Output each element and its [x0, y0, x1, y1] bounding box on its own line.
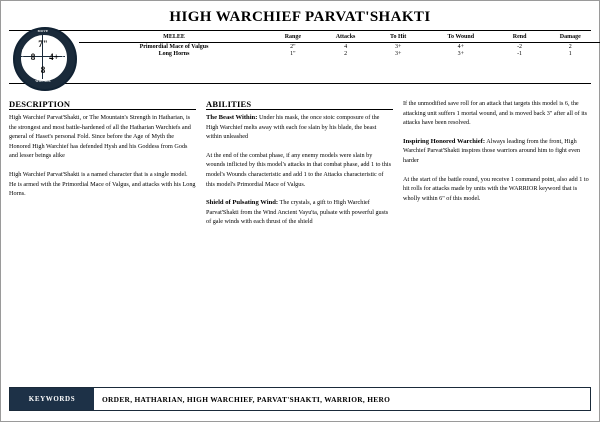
description-paragraph: High Warchief Parvat'Shakti, or The Mountain's Strength in Hatharian, is the strongest and most battle-hardened of all the Hatharian Warchiefs and general of Haset's personal Fold. Since before the Age of Myth the Honored High Warchief has defended Hysh and his Goddess from Gods and lesser beings alike: [9, 114, 191, 160]
header-tohit: To Hit: [374, 33, 422, 43]
weapon-range: 1": [290, 50, 296, 57]
weapon-table: [79, 33, 600, 57]
ability-name: Shield of Pulsating Wind:: [206, 199, 279, 207]
header-melee: MELEE: [79, 33, 269, 43]
weapon-attacks: 4: [344, 43, 348, 50]
keywords-label: KEYWORDS: [10, 388, 94, 410]
wounds-label: WOUNDS: [35, 79, 51, 83]
ability-text: If the unmodified save roll for an attack that targets this model is 6, the attacking unit suffers 1 mortal wound, and is moved back 3" after all of its attacks have been resolved.: [403, 100, 588, 127]
header-rend: Rend: [500, 33, 540, 43]
header-range: Range: [269, 33, 317, 43]
weapon-tohit: 3+: [394, 43, 402, 50]
header-damage: Damage: [540, 33, 600, 43]
weapon-towound: 3+: [457, 50, 464, 57]
header-towound: To Wound: [422, 33, 500, 43]
weapon-rend: -1: [517, 50, 523, 57]
stat-band: [9, 31, 591, 84]
save-label: SAVE: [61, 52, 65, 62]
ability-block: [206, 151, 393, 189]
characteristic-wheel: [13, 27, 73, 87]
ability-block: [403, 175, 590, 204]
card-body: [9, 99, 591, 236]
abilities-column-continued: [403, 99, 590, 236]
description-paragraph: High Warchief Parvat'Shakti is a named character that is a single model. He is armed with the Primordial Mace of Valgus, and attacks with his Long Horns.: [9, 170, 196, 198]
weapon-damage: 1: [568, 50, 572, 57]
ability-text: The crystals, a gift to High Warchief Parvat'Shakti from the Wind Ancient Vayu'ta, pulsate with powerful gusts of gale winds with each thrust of the shield: [206, 199, 389, 226]
ability-block: [206, 198, 393, 227]
wounds-value: 8: [40, 65, 46, 75]
abilities-column: [206, 99, 393, 236]
bravery-label: BRAVERY: [21, 48, 25, 66]
weapon-damage: 2: [568, 43, 572, 50]
ability-text: At the end of the combat phase, if any enemy models were slain by wounds inflicted by this model's attacks in that combat phase, add 1 to this model's Wounds characteristic and add 1 to the Attacks characteristic of this model's Primordial Mace of Valgus.: [206, 151, 391, 188]
ability-name: Inspiring Honored Warchief:: [403, 137, 486, 145]
ability-text: Always leading from the front, High Warchief Parvat'Shakti inspires those warriors around him to fight even harder: [403, 137, 581, 164]
save-value: 4+: [49, 52, 59, 62]
weapon-attacks: 2: [344, 50, 348, 57]
table-row: [79, 50, 600, 57]
abilities-heading: ABILITIES: [206, 99, 393, 110]
weapon-name: Long Horns: [158, 50, 190, 57]
table-row: [79, 43, 600, 51]
bravery-value: 8: [30, 52, 36, 62]
weapon-table-header-row: [79, 33, 600, 43]
ability-text: At the start of the battle round, you receive 1 command point, also add 1 to hit rolls for attacks made by units with the WARRIOR keyword that is wholly within 6" of this model.: [403, 175, 589, 202]
page-title: HIGH WARCHIEF PARVAT'SHAKTI: [169, 9, 431, 25]
move-label: MOVE: [37, 29, 49, 33]
ability-name: The Beast Within:: [206, 114, 258, 121]
move-value: 7": [38, 39, 48, 49]
header-attacks: Attacks: [317, 33, 375, 43]
description-column: [9, 99, 196, 236]
ability-block: [403, 137, 590, 166]
weapon-range: 2": [290, 43, 296, 50]
weapon-rend: -2: [517, 43, 523, 50]
weapon-tohit: 3+: [394, 50, 402, 57]
keywords-value: ORDER, HATHARIAN, HIGH WARCHIEF, PARVAT'SHAKTI, WARRIOR, HERO: [94, 388, 590, 410]
description-heading: DESCRIPTION: [9, 99, 196, 110]
weapon-towound: 4+: [457, 43, 464, 50]
ability-block: [206, 113, 393, 142]
keywords-bar: [9, 387, 591, 411]
weapon-name: Primordial Mace of Valgus: [139, 43, 209, 50]
ability-block: [403, 99, 590, 128]
ability-text: Under his mask, the once stoic composure of the High Warchief melts away with each foe slain by his blade, the beast within unleashed: [206, 114, 380, 141]
